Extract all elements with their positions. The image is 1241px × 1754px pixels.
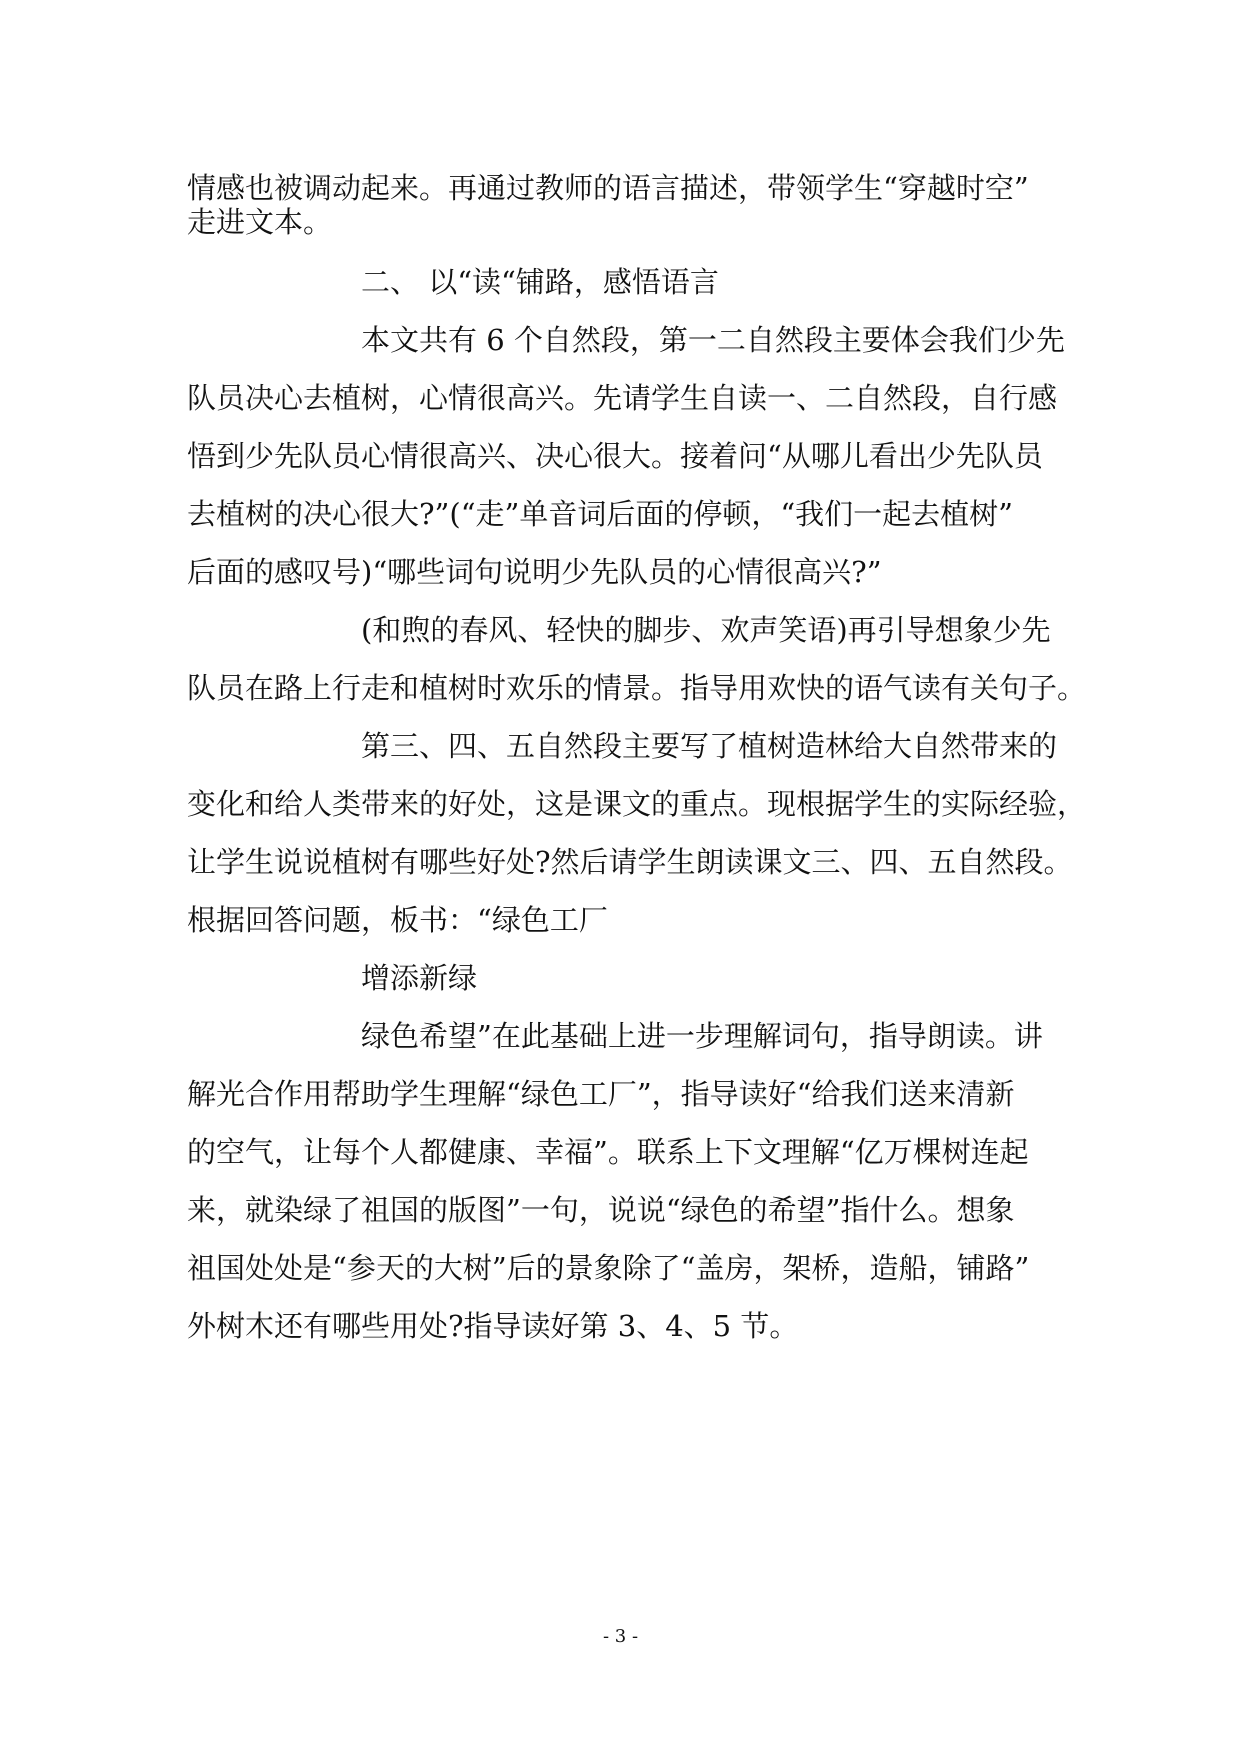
text-line-11: 第三、四、五自然段主要写了植树造林给大自然带来的 (361, 729, 1058, 763)
text-line-10: 队员在路上行走和植树时欢乐的情景。指导用欢快的语气读有关句子。 (187, 671, 1087, 705)
page-number: - 3 - (602, 1626, 639, 1647)
text-line-5: 队员决心去植树，心情很高兴。先请学生自读一、二自然段，自行感 (187, 381, 1058, 415)
text-line-14: 根据回答问题，板书：“绿色工厂 (187, 903, 608, 937)
text-line-18: 的空气，让每个人都健康、幸福”。联系上下文理解“亿万棵树连起 (187, 1135, 1029, 1169)
text-line-17: 解光合作用帮助学生理解“绿色工厂”，指导读好“给我们送来清新 (187, 1077, 1015, 1111)
text-line-19: 来，就染绿了祖国的版图”一句，说说“绿色的希望”指什么。想象 (187, 1193, 1015, 1227)
text-line-9: (和煦的春风、轻快的脚步、欢声笑语)再引导想象少先 (361, 613, 1051, 647)
section-heading: 二、 以“读“铺路，感悟语言 (361, 265, 719, 299)
text-line-4: 本文共有 6 个自然段，第一二自然段主要体会我们少先 (361, 323, 1065, 357)
text-line-20: 祖国处处是“参天的大树”后的景象除了“盖房，架桥，造船，铺路” (187, 1251, 1030, 1285)
text-line-16: 绿色希望”在此基础上进一步理解词句，指导朗读。讲 (361, 1019, 1043, 1053)
text-line-1: 情感也被调动起来。再通过教师的语言描述，带领学生“穿越时空” (187, 171, 1029, 205)
text-line-7: 去植树的决心很大?”(“走”单音词后面的停顿，“我们一起去植树” (187, 497, 1013, 531)
text-line-8: 后面的感叹号)“哪些词句说明少先队员的心情很高兴?” (187, 555, 882, 589)
text-line-6: 悟到少先队员心情很高兴、决心很大。接着问“从哪儿看出少先队员 (187, 439, 1043, 473)
text-line-13: 让学生说说植树有哪些好处?然后请学生朗读课文三、四、五自然段。 (187, 845, 1073, 879)
text-line-15: 增添新绿 (361, 961, 478, 995)
text-line-2: 走进文本。 (187, 205, 333, 239)
text-line-21: 外树木还有哪些用处?指导读好第 3、4、5 节。 (187, 1309, 799, 1343)
text-line-12: 变化和给人类带来的好处，这是课文的重点。现根据学生的实际经验， (187, 787, 1087, 821)
